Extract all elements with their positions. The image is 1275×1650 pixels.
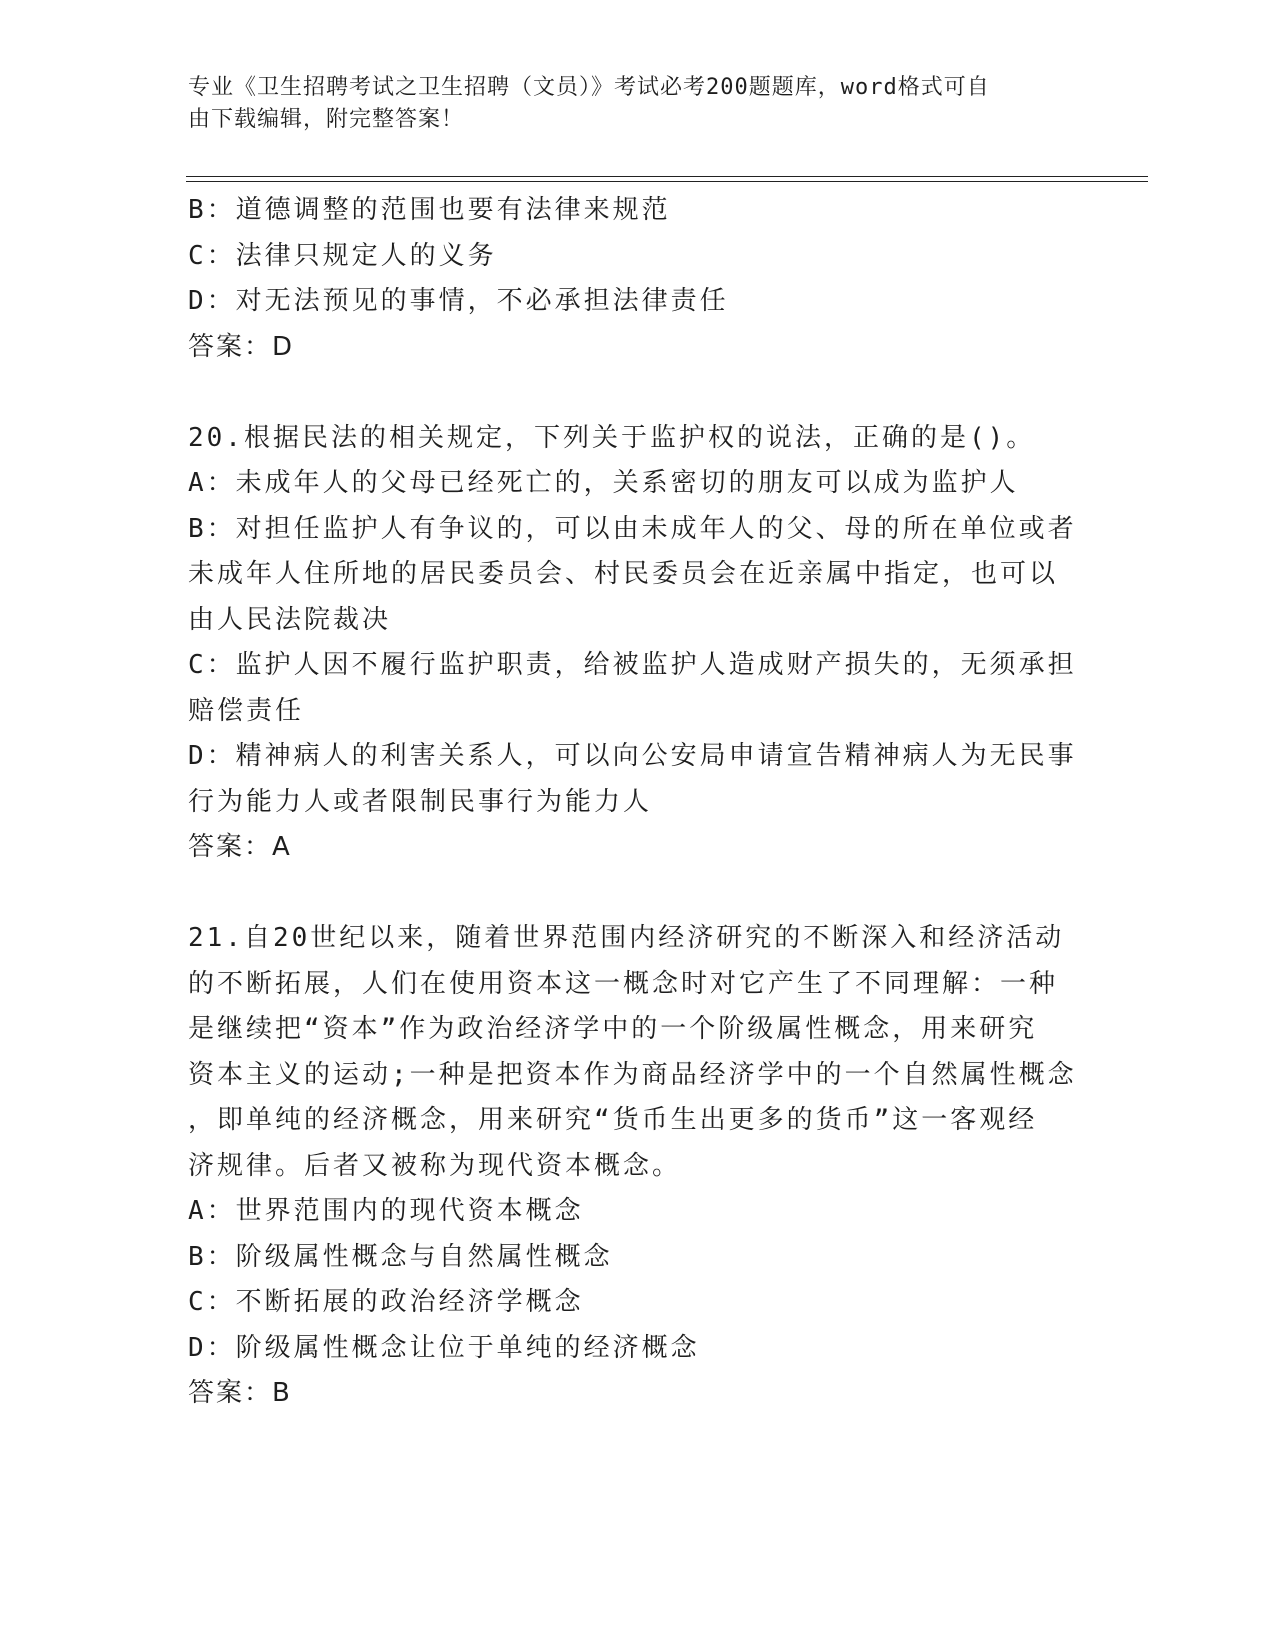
option-a: A：世界范围内的现代资本概念 — [188, 1196, 584, 1226]
spacer — [188, 871, 1073, 917]
option-c-continued: 赔偿责任 — [188, 695, 305, 726]
question-stem-continued: 资本主义的运动;一种是把资本作为商品经济学中的一个自然属性概念 — [188, 1059, 1077, 1090]
header-divider — [186, 176, 1148, 177]
question-stem: 21.自20世纪以来，随着世界范围内经济研究的不断深入和经济活动 — [188, 923, 1065, 953]
question-stem: 20.根据民法的相关规定，下列关于监护权的说法，正确的是()。 — [188, 422, 1036, 453]
option-d-continued: 行为能力人或者限制民事行为能力人 — [188, 786, 653, 817]
question-19 — [188, 188, 1073, 370]
option-c: C：监护人因不履行监护职责，给被监护人造成财产损失的，无须承担 — [188, 650, 1077, 680]
option-b: B：道德调整的范围也要有法律来规范 — [188, 195, 671, 225]
question-content — [188, 188, 1077, 1417]
header-divider — [186, 181, 1148, 182]
option-c: C：法律只规定人的义务 — [188, 240, 497, 271]
option-b-continued: 未成年人住所地的居民委员会、村民委员会在近亲属中指定，也可以 — [188, 559, 1059, 589]
option-c: C：不断拓展的政治经济学概念 — [188, 1287, 584, 1317]
question-stem-continued: ，即单纯的经济概念，用来研究“货币生出更多的货币”这一客观经 — [188, 1105, 1038, 1135]
answer-line: 答案：D — [188, 331, 295, 362]
header-line: 专业《卫生招聘考试之卫生招聘（文员）》考试必考200题题库，word格式可自 — [188, 75, 990, 100]
option-d: D：对无法预见的事情，不必承担法律责任 — [188, 286, 729, 316]
question-20 — [188, 416, 1077, 871]
answer-line: 答案：B — [188, 1378, 292, 1408]
spacer — [188, 370, 1073, 416]
option-d: D：阶级属性概念让位于单纯的经济概念 — [188, 1332, 700, 1363]
question-stem-continued: 的不断拓展，人们在使用资本这一概念时对它产生了不同理解：一种 — [188, 968, 1059, 999]
question-21 — [188, 916, 1077, 1417]
document-header — [188, 72, 1088, 136]
answer-line: 答案：A — [188, 832, 292, 862]
option-a: A：未成年人的父母已经死亡的，关系密切的朋友可以成为监护人 — [188, 468, 1019, 498]
option-b: B：阶级属性概念与自然属性概念 — [188, 1241, 613, 1272]
option-b-continued: 由人民法院裁决 — [188, 604, 392, 635]
question-stem-continued: 是继续把“资本”作为政治经济学中的一个阶级属性概念，用来研究 — [188, 1014, 1038, 1044]
question-stem-continued: 济规律。后者又被称为现代资本概念。 — [188, 1150, 682, 1181]
header-line: 由下载编辑，附完整答案！ — [188, 107, 465, 132]
option-d: D：精神病人的利害关系人，可以向公安局申请宣告精神病人为无民事 — [188, 741, 1077, 771]
option-b: B：对担任监护人有争议的，可以由未成年人的父、母的所在单位或者 — [188, 513, 1077, 544]
